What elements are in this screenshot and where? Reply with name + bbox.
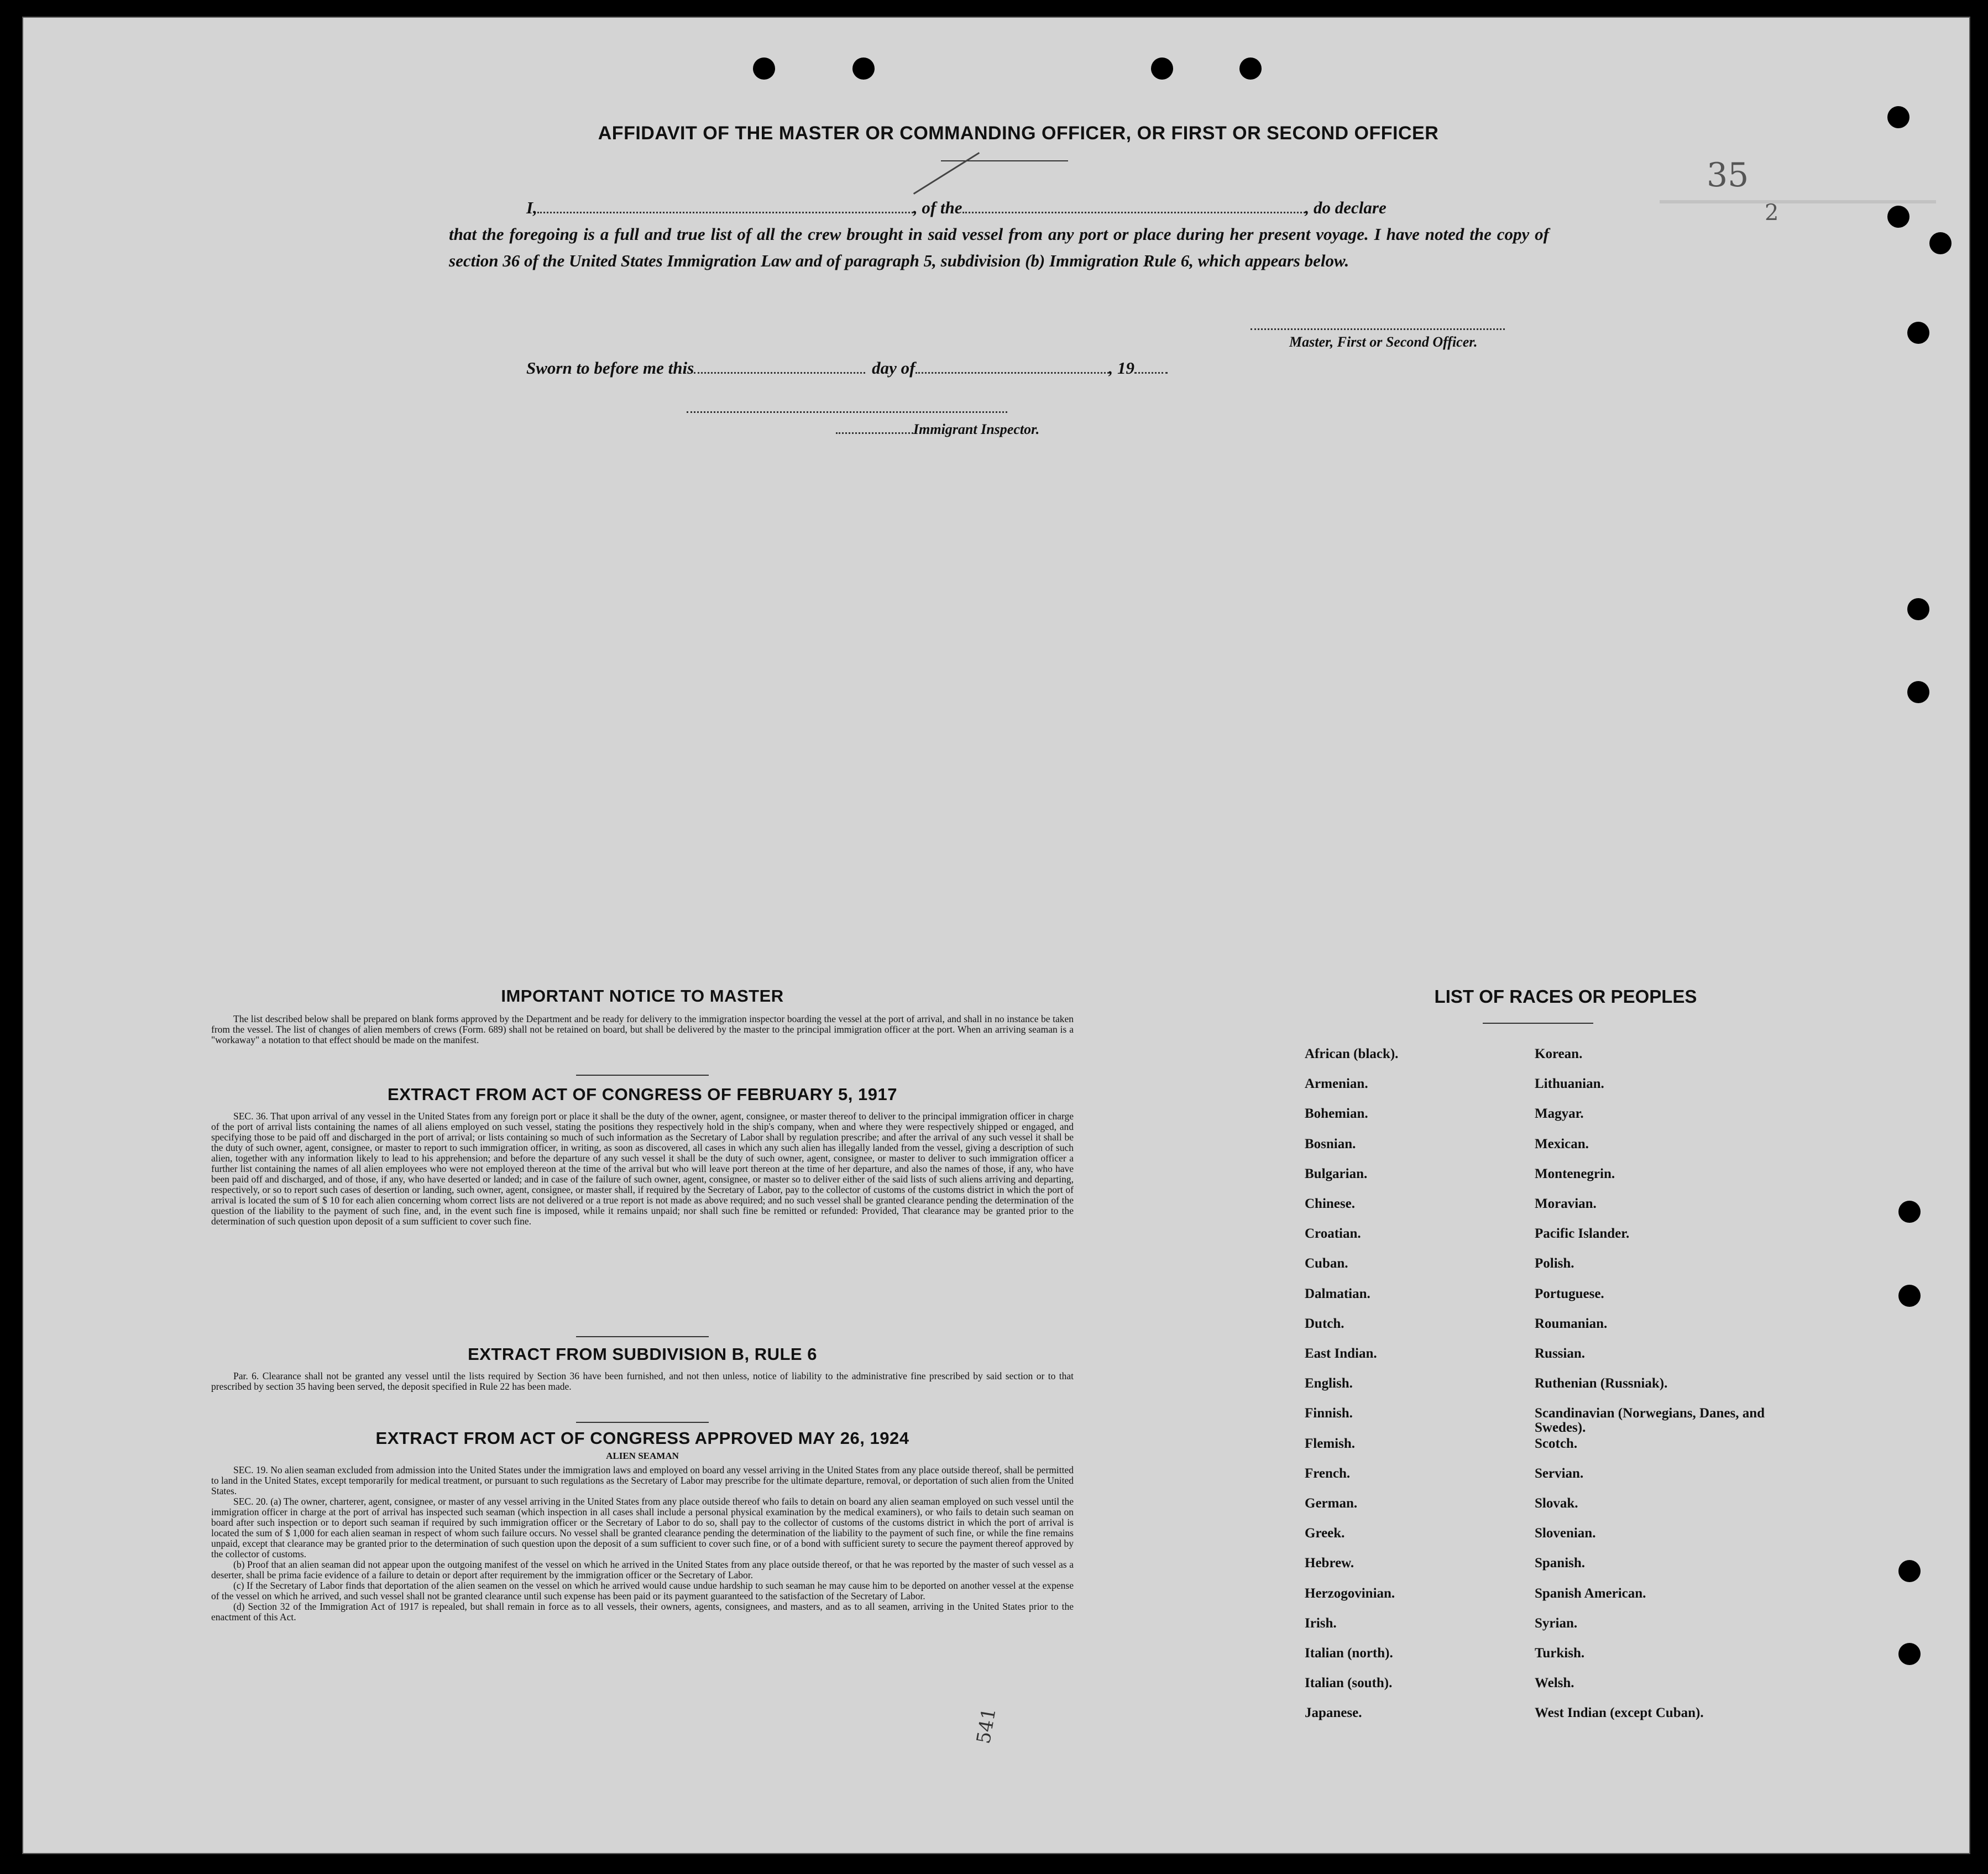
race-item: Bohemian. — [1305, 1106, 1368, 1122]
sworn-year-field[interactable] — [1134, 371, 1168, 374]
sec-20d-text: (d) Section 32 of the Immigration Act of 1917 is repealed, but shall remain in force as to all vessels, their owners, agents, consignees, and masters, and as to all seamen, arriving in the United States prior to the enactment of this Act. — [211, 1601, 1074, 1622]
handwritten-page-mark: 541 — [972, 1706, 1001, 1746]
race-item: Scotch. — [1535, 1436, 1578, 1451]
race-item: Irish. — [1305, 1615, 1337, 1631]
punch-hole — [1907, 598, 1929, 620]
affidavit-title: AFFIDAVIT OF THE MASTER OR COMMANDING OFFICER, OR FIRST OR SECOND OFFICER — [598, 123, 1439, 144]
race-item: Herzogovinian. — [1305, 1585, 1395, 1601]
sworn-day-field[interactable] — [694, 371, 865, 374]
extract-rule6-text: Par. 6. Clearance shall not be granted any vessel until the lists required by Section 36 have been furnished, and not then unless, notice of liability to the administrative fine prescribed by said section or to that prescribed by section 35 having been served, the deposit specified in Rule 22 has been made. — [211, 1370, 1074, 1392]
sec-20b-text: (b) Proof that an alien seaman did not appear upon the outgoing manifest of the vessel on which he arrived in the United States from any place outside thereof, or that he was reported by the master of such vessel as a deserter, shall be prima facie evidence of a failure to detain or deport after requirement by the immigration officer or the Secretary of Labor. — [211, 1559, 1074, 1580]
name-field[interactable] — [537, 211, 913, 213]
race-item: English. — [1305, 1376, 1353, 1391]
race-item: Chinese. — [1305, 1196, 1355, 1211]
race-item: Moravian. — [1535, 1196, 1597, 1211]
punch-hole — [1898, 1201, 1921, 1223]
extract-1917-section — [211, 1085, 1074, 1227]
race-item: Flemish. — [1305, 1436, 1355, 1451]
race-item: Welsh. — [1535, 1676, 1574, 1691]
race-item: Finnish. — [1305, 1406, 1353, 1421]
race-item: Portuguese. — [1535, 1286, 1604, 1301]
race-item: Italian (south). — [1305, 1676, 1393, 1691]
race-item: Turkish. — [1535, 1646, 1585, 1661]
handwritten-number: 2 — [1765, 200, 1779, 226]
sworn-month-field[interactable] — [915, 371, 1109, 374]
pen-stroke — [913, 152, 980, 195]
handwritten-number: 35 — [1707, 156, 1749, 195]
race-item: Korean. — [1535, 1046, 1583, 1061]
race-item: Armenian. — [1305, 1076, 1368, 1092]
vessel-field[interactable] — [962, 211, 1305, 213]
race-item: Japanese. — [1305, 1705, 1362, 1721]
sec-20a-text: SEC. 20. (a) The owner, charterer, agent, consignee, or master of any vessel arriving in the United States from any place outside thereof who fails to detain on board any alien seaman employed on such vessel until the immigration officer in charge at the port of arrival has inspected such seaman (which inspection in all cases shall include a personal physical examination by the medical examiners), or who fails to detain such seaman on board after such inspection or to deport such seaman if required by such immigration officer or the Secretary of Labor to do so, shall pay to the collector of customs of the customs district in which the port of arrival is located the sum of $ 1,000 for each alien seaman in respect of whom such failure occurs. No vessel shall be granted clearance pending the determination of the liability to the payment of such fine, or while the fine remains unpaid, except that clearance may be granted prior to the determination of such question upon the deposit of a sum sufficient to cover such fine, or of a bond with sufficient surety to secure the payment thereof approved by the collector of customs. — [211, 1496, 1074, 1559]
punch-hole — [753, 57, 775, 80]
affidavit-declaration: that the foregoing is a full and true list of all the crew brought in said vessel from any port or place during her present voyage. I have noted the copy of section 36 of the United States Immigration Law and of paragraph 5, subdivision (b) Immigration Rule 6, which appears below. — [449, 224, 1549, 270]
race-item: Slovak. — [1535, 1496, 1578, 1511]
race-item: Russian. — [1535, 1346, 1586, 1361]
punch-hole — [1151, 57, 1173, 80]
punch-hole — [1887, 106, 1909, 128]
race-item: African (black). — [1305, 1046, 1399, 1061]
races-title-underline — [1483, 1023, 1593, 1024]
race-item: Spanish. — [1535, 1556, 1586, 1571]
race-item: Montenegrin. — [1535, 1166, 1615, 1181]
inspector-label-row — [836, 421, 1039, 438]
extract-rule6-section — [211, 1344, 1074, 1392]
punch-hole — [1907, 322, 1929, 344]
race-item: Slovenian. — [1535, 1526, 1596, 1541]
race-item: East Indian. — [1305, 1346, 1377, 1361]
master-signature-label: Master, First or Second Officer. — [1289, 334, 1478, 350]
punch-hole — [1239, 57, 1262, 80]
extract-1924-subtitle: ALIEN SEAMAN — [606, 1451, 679, 1461]
punch-hole — [1898, 1643, 1921, 1665]
race-item: Polish. — [1535, 1256, 1574, 1271]
race-item: French. — [1305, 1465, 1351, 1481]
extract-1924-title: EXTRACT FROM ACT OF CONGRESS APPROVED MAY 26, 1924 — [375, 1428, 909, 1448]
punch-hole — [1898, 1285, 1921, 1307]
inspector-label: Immigrant Inspector. — [913, 421, 1040, 437]
divider — [576, 1075, 709, 1076]
punch-hole — [1907, 681, 1929, 703]
divider — [576, 1422, 709, 1423]
extract-1917-text: SEC. 36. That upon arrival of any vessel in the United States from any foreign port or place it shall be the duty of the owner, agent, consignee, or master thereof to deliver to the principal immigration officer in charge of the port of arrival lists containing the names of all aliens employed on such vessel, stating the positions they respectively hold in the ship's company, when and where they were respectively shipped or engaged, and specifying those to be paid off and discharged in the port of arrival; or lists containing so much of such information as the Secretary of Labor shall by regulation prescribe; and after the arrival of any such vessel it shall be the duty of such owner, agent, consignee, or master to report to such immigration officer, in writing, as soon as discovered, all cases in which any such alien has illegally landed from the vessel, giving a description of such alien, together with any information likely to lead to his apprehension; and before the departure of any such vessel it shall be the duty of such owner, agent, consignee, or master to deliver to such immigration officer a further list containing the names of all alien employees who were not employed thereon at the time of the arrival but who will leave port thereon at the time of her departure, and also the names of those, if any, who have been paid off and discharged, and of those, if any, who have deserted or landed; and in case of the failure of such owner, agent, consignee, or master so to deliver either of the said lists of such aliens arriving and departing, respectively, or so to report such cases of desertion or landing, such owner, agent, consignee, or master shall, if required by the Secretary of Labor, pay to the collector of customs of the customs district in which the port of arrival is located the sum of $ 10 for each alien concerning whom correct lists are not delivered or a true report is not made as above required; and no such vessel shall be granted clearance pending the determination of the question of the liability to the payment of such fine, and, in the event such fine is imposed, while it remains unpaid; nor shall such fine be remitted or refunded: Provided, That clearance may be granted prior to the determination of such question upon deposit of a sum sufficient to cover such fine. — [211, 1111, 1074, 1227]
notice-title: IMPORTANT NOTICE TO MASTER — [501, 986, 784, 1006]
affidavit-line-1: I, , of the , do declare — [526, 198, 1387, 217]
race-item: Bosnian. — [1305, 1136, 1356, 1151]
punch-hole — [1929, 232, 1952, 254]
race-item: Greek. — [1305, 1526, 1345, 1541]
extract-1917-title: EXTRACT FROM ACT OF CONGRESS OF FEBRUARY 5, 1917 — [388, 1085, 897, 1104]
punch-hole — [1898, 1560, 1921, 1582]
race-item: Scandinavian (Norwegians, Danes, and Swedes). — [1535, 1406, 1765, 1436]
affidavit-body — [449, 195, 1549, 274]
sworn-line: Sworn to before me this day of , 19 — [449, 355, 1549, 381]
race-item: Ruthenian (Russniak). — [1535, 1376, 1668, 1391]
race-item: Spanish American. — [1535, 1585, 1646, 1601]
punch-hole — [852, 57, 875, 80]
race-item: Bulgarian. — [1305, 1166, 1368, 1181]
race-item: Roumanian. — [1535, 1316, 1608, 1331]
bleed-through-marks — [1660, 200, 1936, 226]
notice-text: The list described below shall be prepared on blank forms approved by the Department and be ready for delivery to the immigration inspector boarding the vessel at the port of arrival, and shall in no instance be taken from the vessel. The list of changes of alien members of crews (Form. 689) shall not be retained on board, but shall be delivered by the master to the principal immigration officer at the port. When an arriving seaman is a "workaway" a notation to that effect should be made on the manifest. — [211, 1013, 1074, 1045]
race-item: Pacific Islander. — [1535, 1226, 1630, 1242]
race-item: Syrian. — [1535, 1615, 1578, 1631]
race-item: Dutch. — [1305, 1316, 1344, 1331]
race-item: Servian. — [1535, 1465, 1584, 1481]
sec-20c-text: (c) If the Secretary of Labor finds that deportation of the alien seamen on the vessel on which he arrived would cause undue hardship to such seaman he may cause him to be deported on another vessel at the expense of the vessel on which he arrived, and such vessel shall not be granted clearance until such expense has been paid or its payment guaranteed to the satisfaction of the Secretary of Labor. — [211, 1580, 1074, 1601]
race-item: West Indian (except Cuban). — [1535, 1705, 1704, 1721]
race-item: Dalmatian. — [1305, 1286, 1370, 1301]
document-sheet — [22, 17, 1970, 1854]
inspector-signature-line[interactable] — [687, 411, 1007, 413]
race-item: Mexican. — [1535, 1136, 1589, 1151]
extract-1924-section — [211, 1428, 1074, 1622]
divider — [576, 1336, 709, 1337]
race-item: Cuban. — [1305, 1256, 1348, 1271]
race-item: Hebrew. — [1305, 1556, 1354, 1571]
title-underline — [941, 160, 1068, 161]
extract-rule6-title: EXTRACT FROM SUBDIVISION B, RULE 6 — [468, 1344, 817, 1364]
races-title: LIST OF RACES OR PEOPLES — [1434, 986, 1697, 1007]
notice-section — [211, 986, 1074, 1045]
race-item: German. — [1305, 1496, 1358, 1511]
race-item: Magyar. — [1535, 1106, 1584, 1122]
race-item: Italian (north). — [1305, 1646, 1393, 1661]
race-item: Croatian. — [1305, 1226, 1361, 1242]
race-item: Lithuanian. — [1535, 1076, 1604, 1092]
sec-19-text: SEC. 19. No alien seaman excluded from admission into the United States under the immigration laws and employed on board any vessel arriving in the United States from any place outside thereof, shall be permitted to land in the United States, except temporarily for medical treatment, or pursuant to such regulations as the Secretary of Labor may prescribe for the ultimate departure, removal, or deportation of such alien from the United States. — [211, 1464, 1074, 1496]
master-signature-line[interactable] — [1251, 328, 1505, 330]
